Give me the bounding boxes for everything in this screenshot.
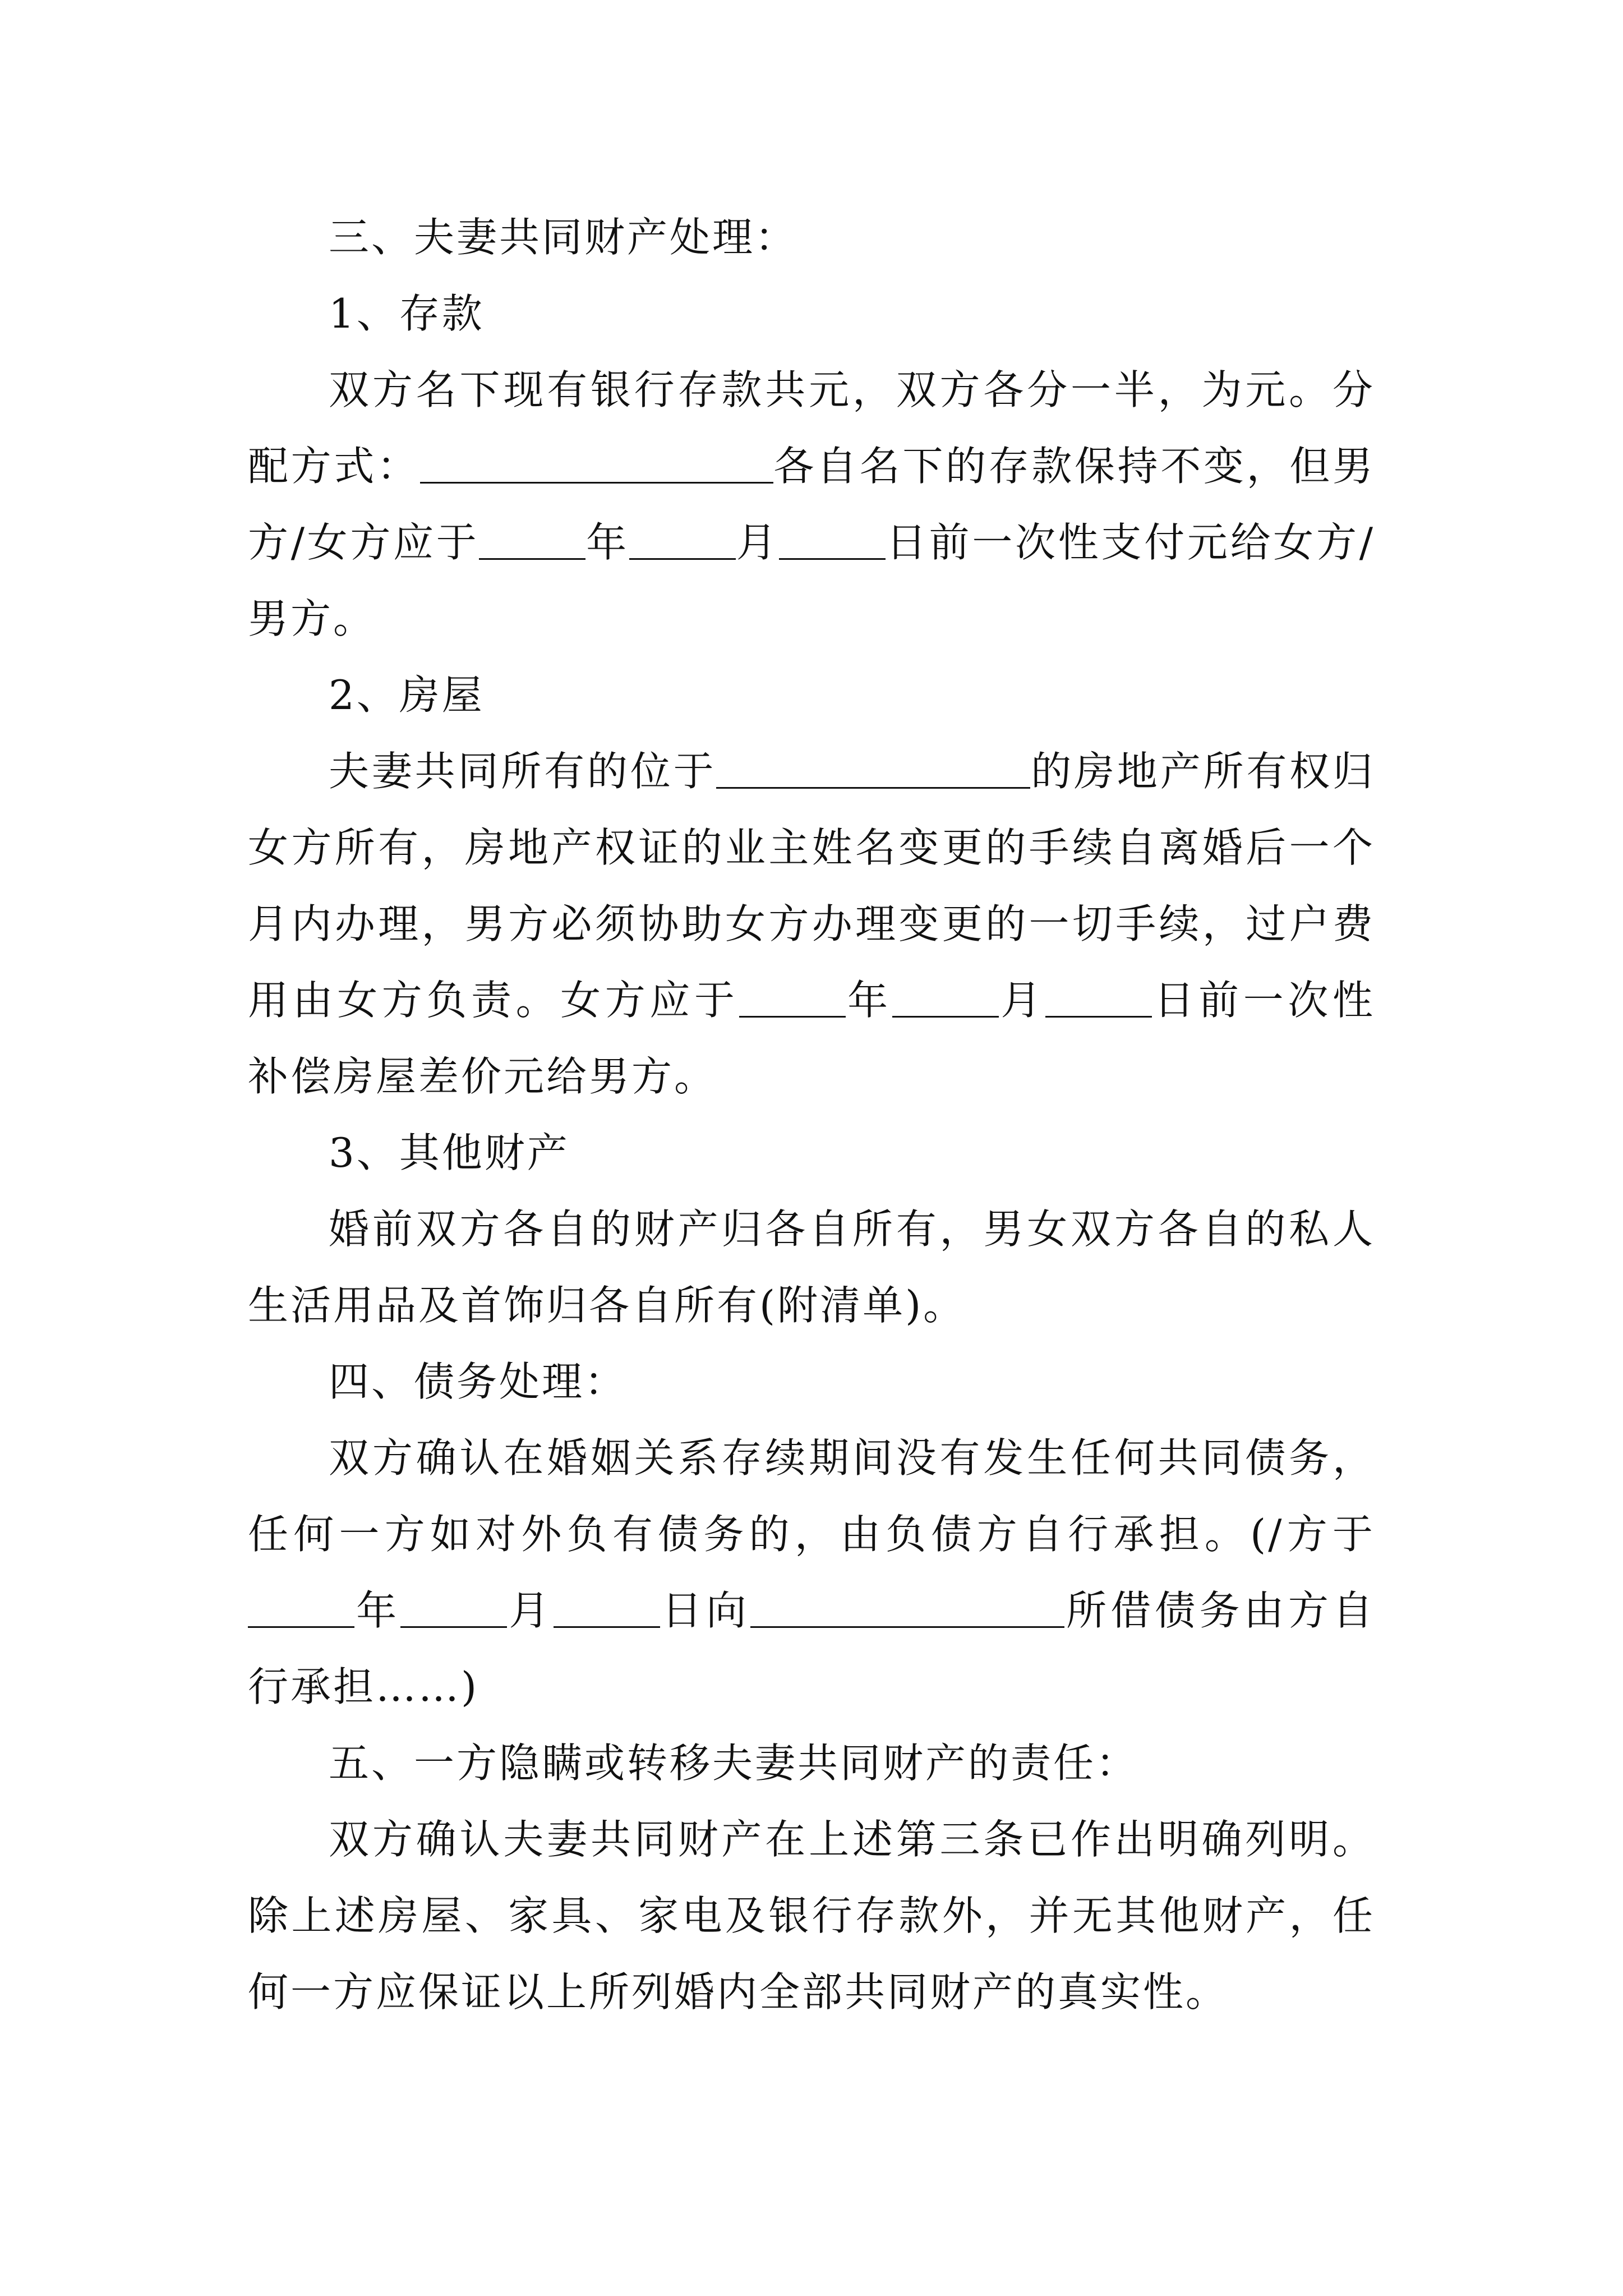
item3-paragraph: 婚前双方各自的财产归各自所有，男女双方各自的私人生活用品及首饰归各自所有(附清单)。 xyxy=(248,1205,1375,1329)
day-blank xyxy=(779,518,886,560)
month-label: 月 xyxy=(998,977,1045,1024)
year-blank xyxy=(248,1586,354,1628)
document-body xyxy=(248,199,1375,2030)
section4-heading: 四、债务处理： xyxy=(329,1358,628,1405)
day-to-label: 日向 xyxy=(660,1587,750,1634)
item1-text-1: 双方名下现有银行存款共元，双方各分一半，为元。分配方式： xyxy=(248,366,1375,490)
creditor-blank xyxy=(750,1586,1064,1628)
section5-paragraph: 双方确认夫妻共同财产在上述第三条已作出明确列明。除上述房屋、家具、家电及银行存款外，并无其他财产，任何一方应保证以上所列婚内全部共同财产的真实性。 xyxy=(248,1816,1375,2016)
item3-heading: 3、其他财产 xyxy=(329,1129,570,1176)
item2-heading: 2、房屋 xyxy=(329,671,485,719)
section4-paragraph xyxy=(248,1420,1375,1725)
year-label: 年 xyxy=(845,977,892,1024)
section3-heading: 三、夫妻共同财产处理： xyxy=(329,214,798,261)
month-blank xyxy=(400,1586,507,1628)
year-blank xyxy=(479,518,585,560)
item2-text-1: 夫妻共同所有的位于 xyxy=(329,748,717,795)
item2-paragraph xyxy=(248,733,1375,1115)
day-blank xyxy=(1045,976,1152,1018)
month-label: 月 xyxy=(735,519,780,566)
item1-text-2: 各自名下的存款保持不变，但男方/女方应于 xyxy=(248,443,1375,566)
day-blank xyxy=(554,1586,660,1628)
item1-text-3: 日前一次性支付元给女方/男方。 xyxy=(248,519,1375,642)
month-blank xyxy=(892,976,999,1018)
month-label: 月 xyxy=(507,1587,554,1634)
item1-paragraph xyxy=(248,352,1375,657)
year-label: 年 xyxy=(585,519,629,566)
year-label: 年 xyxy=(354,1587,401,1634)
item2-text-3: 日前一次性补偿房屋差价元给男方。 xyxy=(248,977,1375,1100)
distribution-method-blank xyxy=(420,441,773,484)
section4-text-2: 所借债务由方自行承担……) xyxy=(248,1587,1375,1710)
month-blank xyxy=(629,518,736,560)
section4-text-1: 双方确认在婚姻关系存续期间没有发生任何共同债务，任何一方如对外负有债务的，由负债方自行承担。(/方于 xyxy=(248,1434,1375,1558)
item2-text-2: 的房地产所有权归女方所有，房地产权证的业主姓名变更的手续自离婚后一个月内办理，男方必须协助女方办理变更的一切手续，过户费用由女方负责。女方应于 xyxy=(248,748,1375,1024)
year-blank xyxy=(739,976,846,1018)
item1-heading: 1、存款 xyxy=(329,290,485,337)
section5-heading: 五、一方隐瞒或转移夫妻共同财产的责任： xyxy=(329,1740,1139,1787)
property-location-blank xyxy=(716,747,1030,789)
